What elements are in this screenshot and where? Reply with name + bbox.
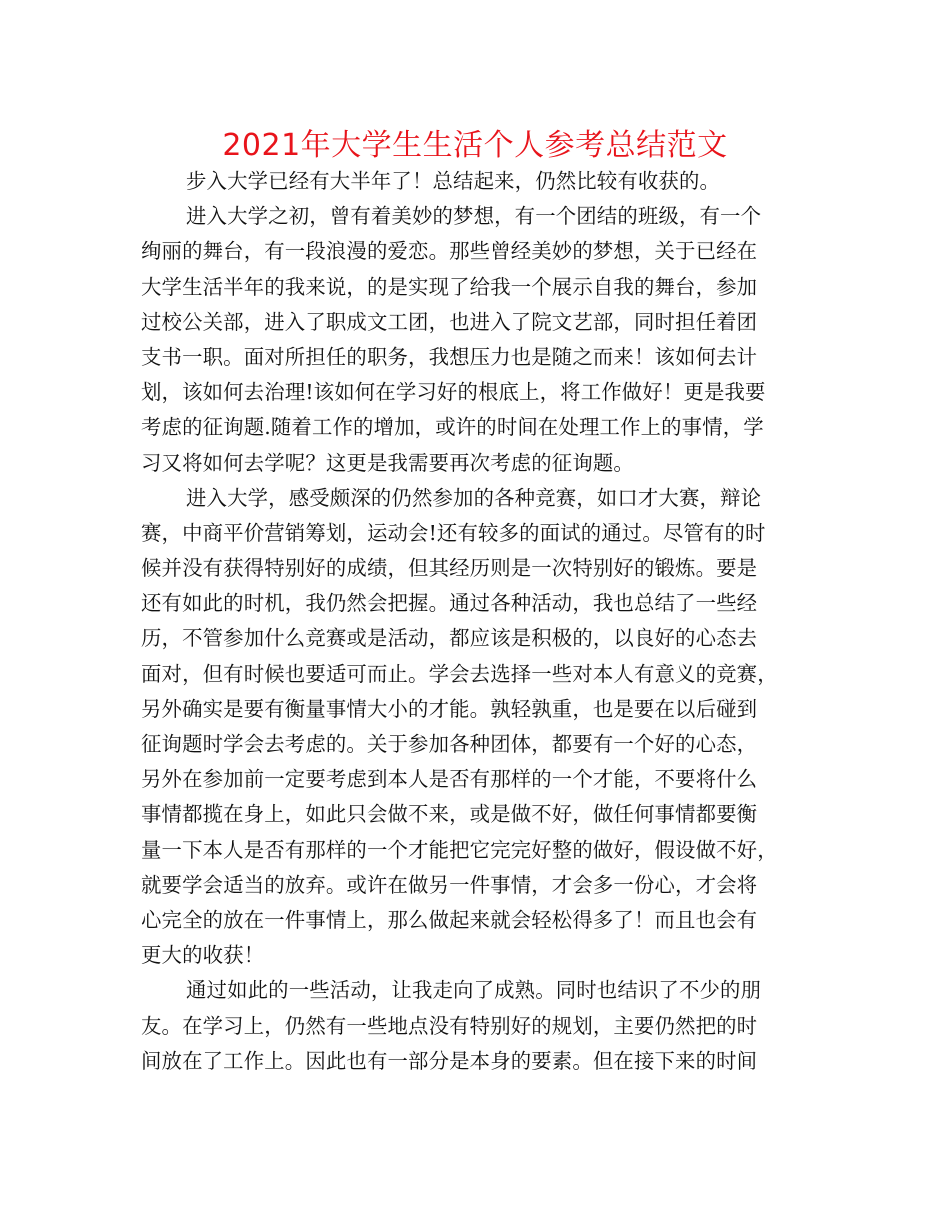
text-line: 绚丽的舞台，有一段浪漫的爱恋。那些曾经美妙的梦想，关于已经在 xyxy=(141,239,758,264)
text-line: 心完全的放在一件事情上，那么做起来就会轻松得多了！而且也会有 xyxy=(141,907,758,932)
text-line: 步入大学已经有大半年了！总结起来，仍然比较有收获的。 xyxy=(186,169,721,193)
text-line: 进入大学之初，曾有着美妙的梦想，有一个团结的班级，有一个 xyxy=(186,204,762,229)
text-line: 就要学会适当的放弃。或许在做另一件事情，才会多一份心，才会将 xyxy=(141,872,758,897)
text-line: 还有如此的时机，我仍然会把握。通过各种活动，我也总结了一些经 xyxy=(141,591,758,616)
paragraph-1 xyxy=(141,164,821,199)
text-line: 历，不管参加什么竞赛或是活动，都应该是积极的，以良好的心态去 xyxy=(141,626,758,651)
text-line: 量一下本人是否有那样的一个才能把它完完好整的做好，假设做不好， xyxy=(141,837,778,862)
text-line: 间放在了工作上。因此也有一部分是本身的要素。但在接下来的时间 xyxy=(141,1048,758,1073)
text-line: 支书一职。面对所担任的职务，我想压力也是随之而来！该如何去计 xyxy=(141,344,758,369)
document-title: 2021年大学生生活个人参考总结范文 xyxy=(222,128,728,163)
text-line: 通过如此的一些活动，让我走向了成熟。同时也结识了不少的朋 xyxy=(186,978,762,1003)
text-line: 更大的收获！ xyxy=(141,943,265,968)
text-line: 候并没有获得特别好的成绩，但其经历则是一次特别好的锻炼。要是 xyxy=(141,556,758,581)
text-line: 另外在参加前一定要考虑到本人是否有那样的一个才能，不要将什么 xyxy=(141,767,758,792)
text-line: 过校公关部，进入了职成文工团，也进入了院文艺部，同时担任着团 xyxy=(141,309,758,334)
paragraph-2 xyxy=(141,199,821,481)
text-line: 考虑的征询题.随着工作的增加，或许的时间在处理工作上的事情，学 xyxy=(141,415,764,440)
paragraph-4 xyxy=(141,973,821,1079)
text-line: 面对，但有时候也要适可而止。学会去选择一些对本人有意义的竞赛， xyxy=(141,661,778,686)
text-line: 友。在学习上，仍然有一些地点没有特别好的规划，主要仍然把的时 xyxy=(141,1013,758,1038)
text-line: 另外确实是要有衡量事情大小的才能。孰轻孰重，也是要在以后碰到 xyxy=(141,696,758,721)
text-line: 赛，中商平价营销筹划，运动会!还有较多的面试的通过。尽管有的时 xyxy=(141,520,766,545)
paragraph-3 xyxy=(141,481,821,974)
text-line: 习又将如何去学呢？这更是我需要再次考虑的征询题。 xyxy=(141,450,634,475)
document-body xyxy=(141,164,821,1079)
text-line: 事情都揽在身上，如此只会做不来，或是做不好，做任何事情都要衡 xyxy=(141,802,758,827)
text-line: 大学生活半年的我来说，的是实现了给我一个展示自我的舞台，参加 xyxy=(141,274,758,299)
text-line: 进入大学，感受颇深的仍然参加的各种竞赛，如口才大赛，辩论 xyxy=(186,485,762,510)
text-line: 征询题时学会去考虑的。关于参加各种团体，都要有一个好的心态， xyxy=(141,732,758,756)
text-line: 划，该如何去治理!该如何在学习好的根底上，将工作做好！更是我要 xyxy=(141,380,766,405)
